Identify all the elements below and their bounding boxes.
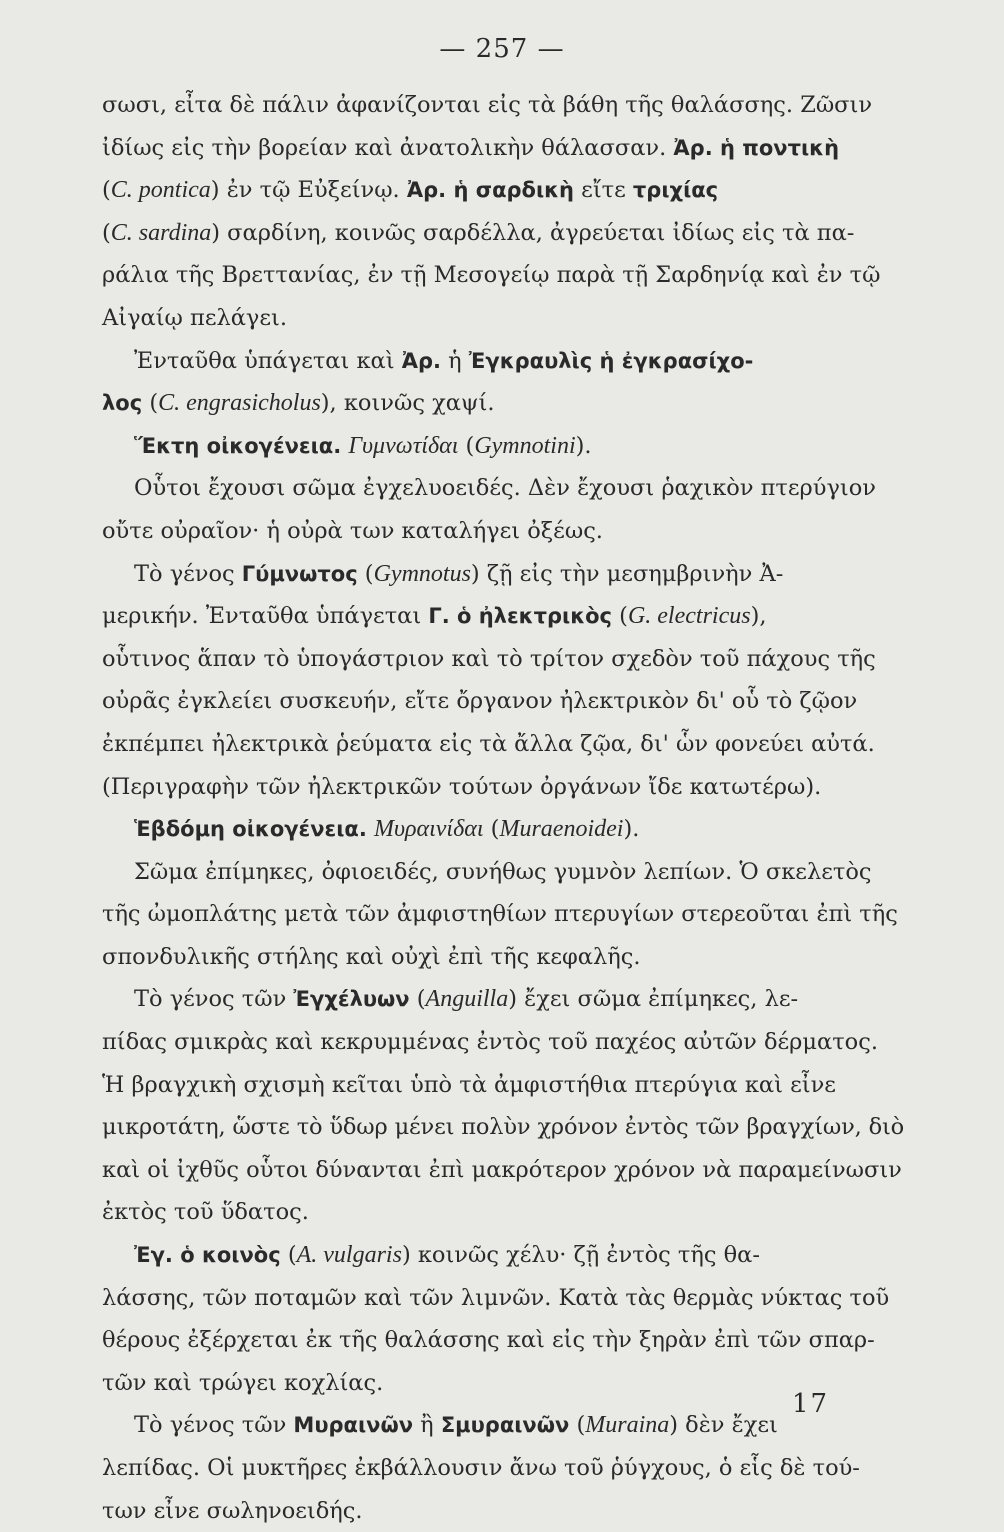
text-run: θέρους ἐξέρχεται ἐκ τῆς θαλάσσης καὶ εἰς τὴν ξηρὰν ἐπὶ τῶν σπαρ-: [102, 1327, 875, 1354]
text-run: Οὗτοι ἔχουσι σῶμα ἐγχελυοειδές. Δὲν ἔχουσι ῥαχικὸν πτερύγιον: [134, 475, 876, 502]
text-line: [102, 84, 904, 127]
bold-term: Ἐγ. ὁ κοινὸς: [134, 1243, 281, 1268]
text-line: [102, 851, 904, 894]
text-run: ) ζῇ εἰς τὴν μεσημβρινὴν Ἀ-: [470, 560, 784, 587]
bold-term: Ἀρ.: [401, 348, 441, 373]
bold-term: λος: [102, 391, 143, 416]
text-run: (: [102, 177, 111, 204]
text-run: ἐκπέμπει ἠλεκτρικὰ ῥεύματα εἰς τὰ ἄλλα ζῷα, δι' ὧν φονεύει αὐτά.: [102, 730, 875, 757]
text-run: Τὸ γένος τῶν: [134, 986, 294, 1013]
bold-term: Σμυραινῶν: [440, 1413, 570, 1438]
text-line: [102, 553, 904, 596]
italic-term: Anguilla: [425, 986, 509, 1013]
text-line: [102, 212, 904, 255]
text-line: [102, 1234, 904, 1277]
text-run: (: [483, 816, 500, 843]
italic-term: Μυραινίδαι: [373, 816, 484, 843]
text-line: [102, 978, 904, 1021]
text-run: ) κοινῶς χέλυ· ζῇ ἐντὸς τῆς θα-: [401, 1242, 760, 1269]
text-line: [102, 808, 904, 851]
text-run: ἐκτὸς τοῦ ὕδατος.: [102, 1199, 309, 1226]
text-run: τῆς ὠμοπλάτης μετὰ τῶν ἀμφιστηθίων πτερυγίων στερεοῦται ἐπὶ τῆς: [102, 901, 898, 928]
italic-term: Muraenoidei: [499, 816, 624, 843]
text-run: Ἐνταῦθα ὑπάγεται καὶ: [134, 347, 402, 374]
text-run: εἴτε: [574, 177, 633, 204]
text-line: [102, 1447, 904, 1490]
bold-term: Ἐγχέλυων: [293, 987, 410, 1012]
text-run: σπονδυλικῆς στήλης καὶ οὐχὶ ἐπὶ τῆς κεφαλῆς.: [102, 943, 641, 970]
text-line: [102, 169, 904, 212]
bold-term: Ἀρ. ἡ ποντικὴ: [673, 135, 840, 160]
text-line: [102, 1149, 904, 1192]
text-line: [102, 297, 904, 340]
page-number: — 257 —: [439, 34, 565, 64]
body-text: [102, 84, 904, 1532]
text-run: (: [409, 986, 426, 1013]
text-run: (: [458, 432, 475, 459]
text-run: λάσσης, τῶν ποταμῶν καὶ τῶν λιμνῶν. Κατὰ τὰς θερμὰς νύκτας τοῦ: [102, 1284, 890, 1311]
text-run: ἰδίως εἰς τὴν βορείαν καὶ ἀνατολικὴν θάλασσαν.: [102, 134, 674, 161]
italic-term: Gymnotini: [474, 432, 576, 459]
text-line: [102, 766, 904, 809]
text-line: [102, 1404, 904, 1447]
text-run: καὶ οἱ ἰχθῦς οὗτοι δύνανται ἐπὶ μακρότερον χρόνον νὰ παραμείνωσιν: [102, 1156, 902, 1183]
bold-term: Γύμνωτος: [241, 561, 358, 586]
text-run: (: [612, 603, 628, 630]
italic-term: C. pontica: [110, 177, 211, 204]
bold-term: τριχίας: [632, 178, 719, 203]
text-line: [102, 638, 904, 681]
text-run: ).: [623, 816, 640, 843]
text-run: ),: [750, 603, 767, 630]
text-line: [102, 936, 904, 979]
text-line: [102, 1490, 904, 1532]
bold-term: Ἕκτη οἰκογένεια.: [134, 433, 342, 458]
text-line: [102, 680, 904, 723]
text-line: [102, 340, 904, 383]
text-run: Ἡ βραγχικὴ σχισμὴ κεῖται ὑπὸ τὰ ἀμφιστήθια πτερύγια καὶ εἶνε: [102, 1071, 836, 1098]
text-run: οὐρᾶς ἐγκλείει συσκευήν, εἴτε ὄργανον ἠλεκτρικὸν δι' οὗ τὸ ζῷον: [102, 688, 858, 715]
text-run: σωσι, εἶτα δὲ πάλιν ἀφανίζονται εἰς τὰ βάθη τῆς θαλάσσης. Ζῶσιν: [102, 92, 873, 118]
italic-term: G. electricus: [627, 603, 751, 630]
text-line: [102, 1106, 904, 1149]
italic-term: C. sardina: [110, 219, 212, 246]
text-line: [102, 467, 904, 510]
bold-term: Ἐγκραυλὶς ἡ ἐγκρασίχο-: [468, 348, 754, 373]
text-run: Τὸ γένος: [134, 560, 242, 587]
text-line: [102, 425, 904, 468]
text-run: ) ἐν τῷ Εὐξείνῳ.: [210, 177, 407, 204]
text-run: μερικήν. Ἐνταῦθα ὑπάγεται: [102, 603, 429, 630]
text-line: [102, 1362, 904, 1405]
bold-term: Ἑβδόμη οἰκογένεια.: [134, 817, 367, 842]
bold-term: Ἀρ. ἡ σαρδικὴ: [406, 178, 575, 203]
text-run: (: [357, 560, 374, 587]
text-run: ), κοινῶς χαψί.: [320, 390, 495, 417]
text-line: [102, 1319, 904, 1362]
text-line: [102, 127, 904, 170]
text-run: λεπίδας. Οἱ μυκτῆρες ἐκβάλλουσιν ἄνω τοῦ ῥύγχους, ὁ εἷς δὲ τού-: [102, 1455, 860, 1481]
text-run: ).: [575, 432, 592, 459]
text-run: Τὸ γένος τῶν: [134, 1412, 294, 1439]
text-run: ) δὲν ἔχει: [669, 1412, 778, 1439]
bold-term: Μυραινῶν: [293, 1413, 414, 1438]
text-run: (: [280, 1242, 297, 1269]
text-run: οὔτε οὐραῖον· ἡ οὐρὰ των καταλήγει ὀξέως.: [102, 517, 603, 544]
italic-term: Muraina: [585, 1412, 670, 1439]
italic-term: Gymnotus: [373, 560, 471, 587]
text-run: [367, 816, 374, 842]
text-run: Αἰγαίῳ πελάγει.: [102, 304, 288, 331]
text-run: Σῶμα ἐπίμηκες, ὀφιοειδές, συνήθως γυμνὸν λεπίων. Ὁ σκελετὸς: [134, 858, 872, 885]
text-line: [102, 893, 904, 936]
text-run: ἢ: [413, 1412, 441, 1439]
text-run: (: [142, 390, 159, 417]
text-line: [102, 723, 904, 766]
text-line: [102, 1021, 904, 1064]
text-run: ) σαρδίνη, κοινῶς σαρδέλλα, ἀγρεύεται ἰδίως εἰς τὰ πα-: [211, 219, 855, 246]
italic-term: C. engrasicholus: [158, 390, 321, 417]
text-line: [102, 1277, 904, 1320]
text-run: μικροτάτη, ὥστε τὸ ὕδωρ μένει πολὺν χρόνον ἐντὸς τῶν βραγχίων, διὸ: [102, 1114, 905, 1141]
italic-term: A. vulgaris: [296, 1242, 402, 1269]
text-line: [102, 1191, 904, 1234]
text-line: [102, 1064, 904, 1107]
italic-term: Γυμνωτίδαι: [348, 432, 459, 459]
text-run: ἡ: [440, 347, 469, 374]
text-line: [102, 254, 904, 297]
text-run: πίδας σμικρὰς καὶ κεκρυμμένας ἐντὸς τοῦ παχέος αὐτῶν δέρματος.: [102, 1029, 878, 1056]
text-run: ράλια τῆς Βρεττανίας, ἐν τῇ Μεσογείῳ παρὰ τῇ Σαρδηνίᾳ καὶ ἐν τῷ: [102, 262, 881, 289]
text-run: τῶν καὶ τρώγει κοχλίας.: [102, 1369, 384, 1396]
text-run: (: [102, 219, 111, 246]
text-run: (Περιγραφὴν τῶν ἠλεκτρικῶν τούτων ὀργάνων ἴδε κατωτέρω).: [102, 773, 822, 800]
text-line: [102, 382, 904, 425]
signature-mark: 17: [792, 1389, 830, 1419]
text-run: οὗτινος ἅπαν τὸ ὑπογάστριον καὶ τὸ τρίτον σχεδὸν τοῦ πάχους τῆς: [102, 645, 876, 672]
bold-term: Γ. ὁ ἠλεκτρικὸς: [428, 604, 612, 629]
text-run: ) ἔχει σῶμα ἐπίμηκες, λε-: [508, 986, 799, 1013]
text-run: των εἶνε σωληνοειδής.: [102, 1497, 363, 1524]
text-run: (: [569, 1412, 586, 1439]
text-line: [102, 595, 904, 638]
text-line: [102, 510, 904, 553]
